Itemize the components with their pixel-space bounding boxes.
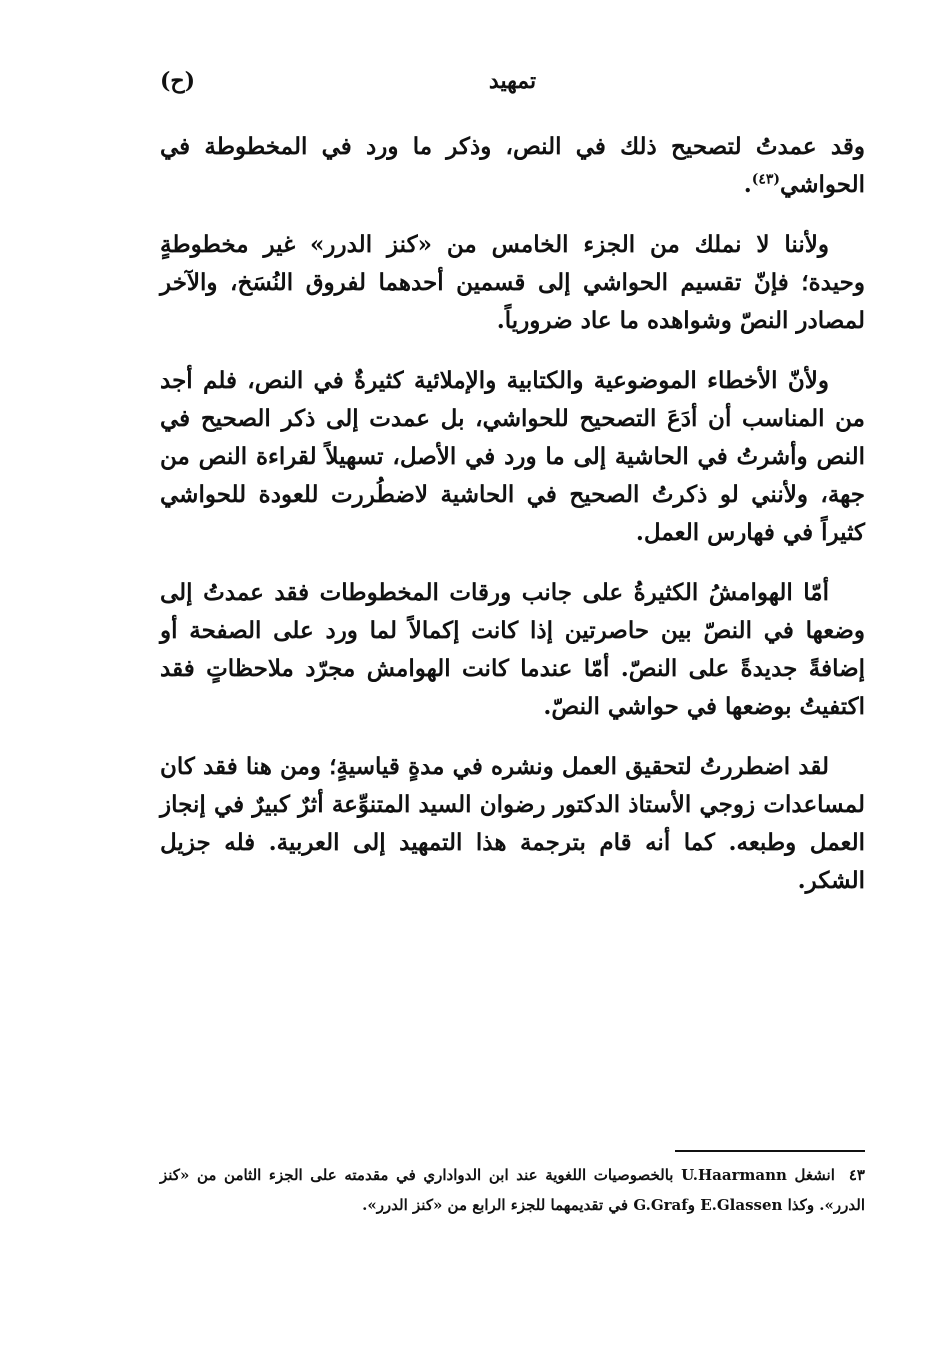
footnote-reference[interactable]: (٤٣) [751,171,781,188]
footnote-text: انشغل U.Haarmann بالخصوصيات اللغوية عند ابن الدواداري في مقدمته على الجزء الثامن من «كنز الدرر». وكذا E.Glassen وG.Graf في تقديمهما للجزء الرابع من «كنز الدرر». [160,1166,865,1214]
paragraph-2: ولأننا لا نملك من الجزء الخامس من «كنز الدرر» غير مخطوطةٍ وحيدة؛ فإنّ تقسيم الحواشي إلى قسمين أحدهما لفروق النُسَخ، والآخر لمصادر النصّ وشواهده ما عاد ضرورياً. [160,231,865,334]
footnote-divider [675,1150,865,1152]
body-text [160,128,865,922]
page-header [160,60,865,110]
page-number: (ح) [160,68,196,94]
footnote-item [160,1160,865,1220]
paragraph-1-text: وقد عمدتُ لتصحيح ذلك في النص، وذكر ما ورد في المخطوطة في الحواشي [160,133,865,198]
running-title: تمهيد [488,68,537,94]
footnote-number: ٤٣ [848,1166,865,1184]
footnotes [160,1160,865,1220]
paragraph-3: ولأنّ الأخطاء الموضوعية والكتابية والإملائية كثيرةٌ في النص، فلم أجد من المناسب أن أدَعَ التصحيح للحواشي، بل عمدت إلى ذكر الصحيح في النص وأشرتُ في الحاشية إلى ما ورد في الأصل، تسهيلاً لقراءة النص من جهة، ولأنني لو ذكرتُ الصحيح في الحاشية لاضطُررت للعودة للحواشي كثيراً في فهارس العمل. [160,367,865,546]
paragraph-1-end: . [743,171,752,198]
paragraph-4: أمّا الهوامشُ الكثيرةُ على جانب ورقات المخطوطات فقد عمدتُ إلى وضعها في النصّ بين حاصرتين إذا كانت إكمالاً لما ورد على الصفحة أو إضافةً جديدةً على النصّ. أمّا عندما كانت الهوامش مجرّد ملاحظاتٍ فقد اكتفيتُ بوضعها في حواشي النصّ. [160,579,865,720]
paragraph-1 [160,128,865,204]
paragraph-5: لقد اضطررتُ لتحقيق العمل ونشره في مدةٍ قياسيةٍ؛ ومن هنا فقد كان لمساعدات زوجي الأستاذ الدكتور رضوان السيد المتنوِّعة أثرٌ كبيرٌ في إنجاز العمل وطبعه. كما أنه قام بترجمة هذا التمهيد إلى العربية. فله جزيل الشكر. [160,753,865,894]
